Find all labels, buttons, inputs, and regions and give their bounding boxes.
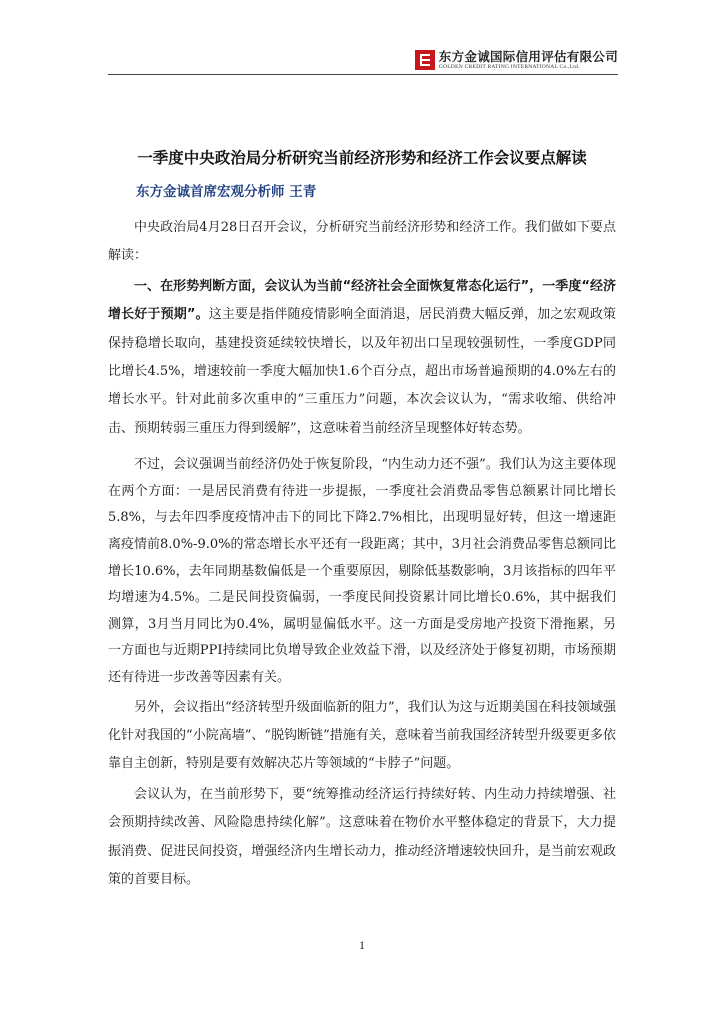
paragraph-3: 另外，会议指出“经济转型升级面临新的阻力”，我们认为这与近期美国在科技领域强化针对我国的“小院高墙”、“脱钩断链”措施有关，意味着当前我国经济转型升级要更多依靠自主创新，特别是要有效解决芯片等领域的“卡脖子”问题。 xyxy=(108,699,616,772)
paragraph-intro: 中央政治局4月28日召开会议，分析研究当前经济形势和经济工作。我们做如下要点解读： xyxy=(108,220,616,264)
paragraph-1 xyxy=(108,273,616,443)
document-title: 一季度中央政治局分析研究当前经济形势和经济工作会议要点解读 xyxy=(137,149,587,167)
company-name-cn: 东方金诚国际信用评估有限公司 xyxy=(438,49,618,64)
company-logo-icon xyxy=(415,50,435,70)
page-header xyxy=(108,48,618,75)
company-logo xyxy=(415,50,618,71)
paragraph-1-text: 这主要是指伴随疫情影响全面消退，居民消费大幅反弹，加之宏观政策保持稳增长取向，基建投资延续较快增长，以及年初出口呈现较强韧性，一季度GDP同比增长4.5%，增速较前一季度大幅加快1.6个百分点，超出市场普遍预期的4.0%左右的增长水平。针对此前多次重申的“三重压力”问题，本次会议认为，“需求收缩、供给冲击、预期转弱三重压力得到缓解”，这意味着当前经济呈现整体好转态势。 xyxy=(108,307,616,436)
paragraph-1-lead: 一、在形势判断方面，会议认为当前“经济社会全面恢复常态化运行”，一季度“经济增长好于预期”。 xyxy=(108,278,616,323)
page-number: 1 xyxy=(359,938,365,952)
paragraph-4: 会议认为，在当前形势下，要“统筹推动经济运行持续好转、内生动力持续增强、社会预期持续改善、风险隐患持续化解”。这意味着在物价水平整体稳定的背景下，大力提振消费、促进民间投资，增强经济内生增长动力，推动经济增速较快回升，是当前宏观政策的首要目标。 xyxy=(108,786,616,888)
author-line: 东方金诚首席宏观分析师 王青 xyxy=(136,184,317,200)
document-body xyxy=(108,214,616,894)
company-name-en: GOLDEN CREDIT RATING INTERNATIONAL Co.,Ltd. xyxy=(438,64,580,70)
paragraph-2: 不过，会议强调当前经济仍处于恢复阶段，“内生动力还不强”。我们认为这主要体现在两个方面：一是居民消费有待进一步提振，一季度社会消费品零售总额累计同比增长5.8%，与去年四季度疫情冲击下的同比下降2.7%相比，出现明显好转，但这一增速距离疫情前8.0%-9.0%的常态增长水平还有一段距离；其中，3月社会消费品零售总额同比增长10.6%，去年同期基数偏低是一个重要原因，剔除低基数影响，3月该指标的四年平均增速为4.5%。二是民间投资偏弱，一季度民间投资累计同比增长0.6%，其中据我们测算，3月当月同比为0.4%，属明显偏低水平。这一方面是受房地产投资下滑拖累，另一方面也与近期PPI持续同比负增导致企业效益下滑，以及经济处于修复初期，市场预期还有待进一步改善等因素有关。 xyxy=(108,457,616,685)
